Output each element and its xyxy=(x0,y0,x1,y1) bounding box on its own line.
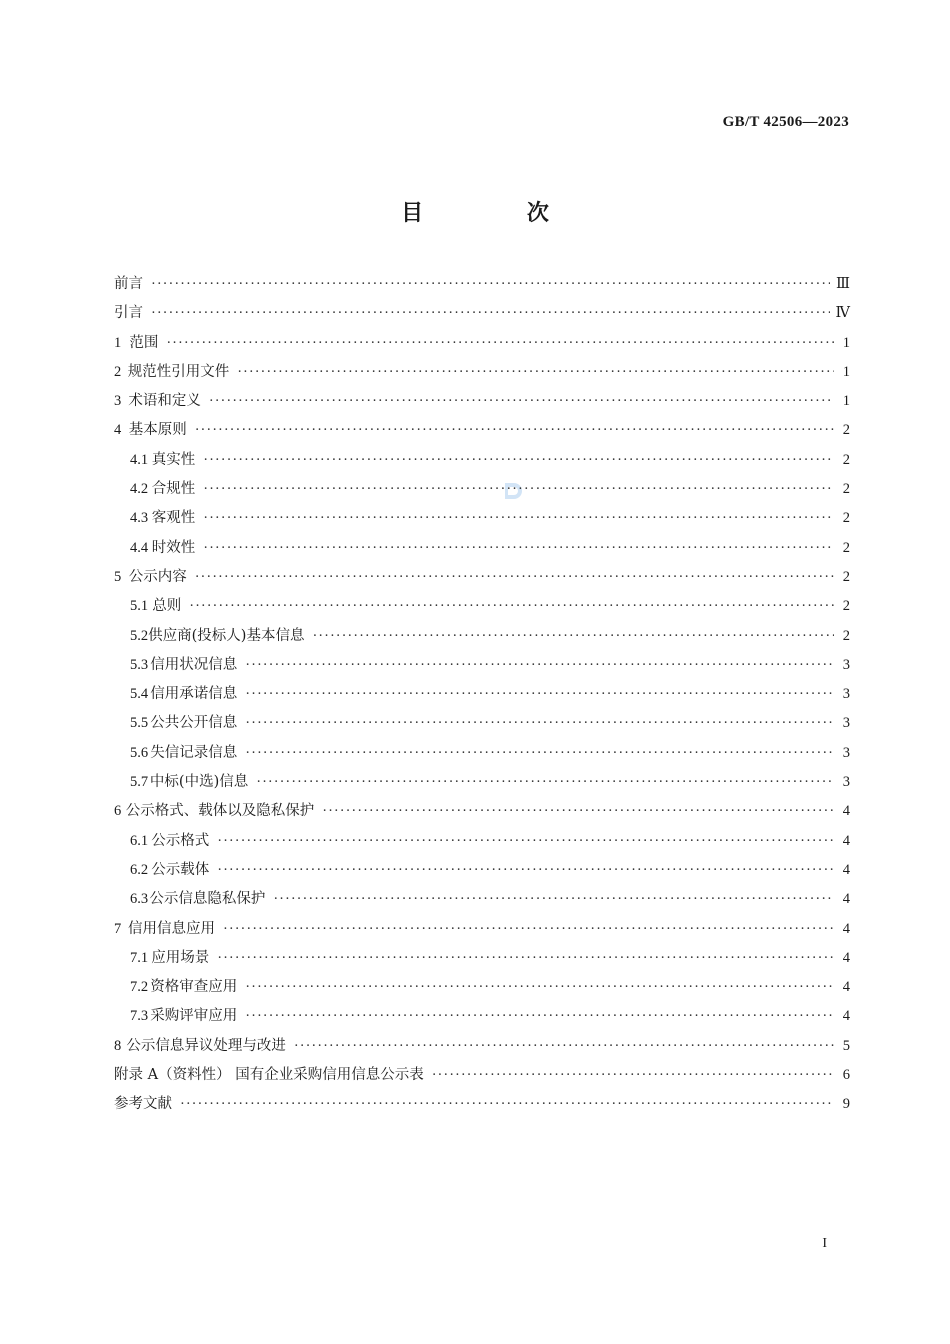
toc-dot-leader xyxy=(245,973,834,1002)
toc-entry-page: 4 xyxy=(842,891,850,908)
toc-entry-title: 术语和定义 xyxy=(128,393,201,410)
toc-entry-number: 7.2 xyxy=(130,979,149,996)
toc-dot-leader xyxy=(189,592,834,621)
toc-entry-title: 规范性引用文件 xyxy=(127,363,230,380)
toc-entry-page: 2 xyxy=(842,481,850,498)
toc-entry-number: 4.1 xyxy=(130,451,149,468)
toc-entry-title: 供应商(投标人)基本信息 xyxy=(148,627,305,644)
toc-dot-leader xyxy=(322,797,834,826)
toc-dot-leader xyxy=(432,1061,834,1090)
toc-entry[interactable] xyxy=(114,797,850,826)
toc-entry-title: 应用场景 xyxy=(151,949,210,966)
toc-entry-page: 3 xyxy=(842,774,850,791)
toc-entry[interactable] xyxy=(114,622,850,651)
toc-entry[interactable] xyxy=(114,270,850,299)
toc-dot-leader xyxy=(245,739,834,768)
toc-entry[interactable] xyxy=(114,709,850,738)
toc-entry[interactable] xyxy=(114,475,850,504)
toc-entry-title: 失信记录信息 xyxy=(150,744,238,761)
toc-entry-page: 4 xyxy=(842,861,850,878)
toc-entry-page: 2 xyxy=(842,422,850,439)
toc-entry-number: 5.6 xyxy=(130,744,149,761)
toc-entry-number: 4.4 xyxy=(130,539,149,556)
toc-entry[interactable] xyxy=(114,329,850,358)
toc-entry-number: 1 xyxy=(114,334,122,351)
toc-dot-leader xyxy=(294,1032,834,1061)
toc-entry-title: 附录 A（资料性） 国有企业采购信用信息公示表 xyxy=(114,1067,424,1084)
toc-dot-leader xyxy=(273,885,834,914)
toc-entry-number: 5.5 xyxy=(130,715,149,732)
toc-entry-page: Ⅳ xyxy=(835,305,850,322)
table-of-contents xyxy=(114,270,850,1120)
toc-entry-number: 7.1 xyxy=(130,949,149,966)
toc-entry-title: 公示信息隐私保护 xyxy=(149,891,266,908)
toc-dot-leader xyxy=(217,944,834,973)
toc-entry-page: 2 xyxy=(842,510,850,527)
toc-entry[interactable] xyxy=(114,504,850,533)
toc-entry-page: 4 xyxy=(842,1008,850,1025)
toc-dot-leader xyxy=(203,534,834,563)
toc-entry-number: 5.2 xyxy=(130,627,149,644)
toc-entry-number: 2 xyxy=(114,363,122,380)
toc-entry-title: 资格审查应用 xyxy=(150,979,238,996)
toc-entry[interactable] xyxy=(114,768,850,797)
toc-entry[interactable] xyxy=(114,1061,850,1090)
toc-entry-page: 1 xyxy=(842,334,850,351)
toc-entry-number: 4.2 xyxy=(130,481,149,498)
toc-entry-title: 公示格式 xyxy=(151,832,210,849)
toc-entry-title: 合规性 xyxy=(151,481,196,498)
toc-entry[interactable] xyxy=(114,1002,850,1031)
toc-dot-leader xyxy=(312,622,834,651)
toc-entry-page: 2 xyxy=(842,568,850,585)
toc-dot-leader xyxy=(245,651,834,680)
toc-entry[interactable] xyxy=(114,885,850,914)
toc-entry-title: 中标(中选)信息 xyxy=(149,774,249,791)
toc-dot-leader xyxy=(217,827,834,856)
toc-entry-number: 6.2 xyxy=(130,861,149,878)
toc-entry-title: 采购评审应用 xyxy=(150,1008,238,1025)
toc-entry-number: 5 xyxy=(114,568,122,585)
toc-entry-title: 公示内容 xyxy=(128,568,187,585)
toc-entry-page: 4 xyxy=(842,832,850,849)
toc-dot-leader xyxy=(195,563,834,592)
toc-dot-leader xyxy=(180,1090,834,1119)
page-title: 目 次 xyxy=(401,201,597,226)
toc-entry-title: 真实性 xyxy=(151,451,196,468)
toc-dot-leader xyxy=(223,915,834,944)
toc-entry[interactable] xyxy=(114,358,850,387)
toc-dot-leader xyxy=(245,709,834,738)
toc-entry-title: 时效性 xyxy=(151,539,196,556)
toc-entry-number: 6.1 xyxy=(130,832,149,849)
toc-entry[interactable] xyxy=(114,592,850,621)
toc-entry-title: 前言 xyxy=(114,276,143,292)
toc-entry[interactable] xyxy=(114,387,850,416)
toc-entry-page: 2 xyxy=(842,627,850,644)
toc-entry[interactable] xyxy=(114,416,850,445)
toc-entry-page: 4 xyxy=(842,979,850,996)
toc-entry-page: 3 xyxy=(842,744,850,761)
toc-entry-title: 客观性 xyxy=(151,510,196,527)
toc-dot-leader xyxy=(217,856,834,885)
toc-entry[interactable] xyxy=(114,299,850,328)
toc-dot-leader xyxy=(237,358,834,387)
toc-dot-leader xyxy=(256,768,834,797)
toc-entry-number: 8 xyxy=(114,1037,122,1054)
toc-entry[interactable] xyxy=(114,651,850,680)
toc-dot-leader xyxy=(203,504,834,533)
toc-entry-page: 4 xyxy=(842,949,850,966)
toc-entry-page: 4 xyxy=(842,920,850,937)
toc-entry-title: 信用状况信息 xyxy=(150,656,238,673)
toc-entry-page: 3 xyxy=(842,656,850,673)
toc-entry-number: 3 xyxy=(114,393,122,410)
toc-entry[interactable] xyxy=(114,827,850,856)
toc-entry-number: 5.3 xyxy=(130,656,149,673)
toc-entry-title: 公示格式、载体以及隐私保护 xyxy=(125,803,315,820)
toc-entry-page: Ⅲ xyxy=(836,276,850,292)
toc-entry-title: 基本原则 xyxy=(128,422,187,439)
toc-entry[interactable] xyxy=(114,856,850,885)
toc-entry-page: 2 xyxy=(842,598,850,615)
toc-entry-title: 公示载体 xyxy=(151,861,210,878)
standard-code: GB/T 42506—2023 xyxy=(722,114,849,130)
toc-entry-title: 引言 xyxy=(114,305,143,322)
toc-entry[interactable] xyxy=(114,446,850,475)
toc-entry[interactable] xyxy=(114,680,850,709)
toc-dot-leader xyxy=(166,329,834,358)
toc-entry-number: 4.3 xyxy=(130,510,149,527)
toc-entry-page: 5 xyxy=(842,1037,850,1054)
toc-entry-title: 信用承诺信息 xyxy=(150,686,238,703)
toc-entry-title: 公示信息异议处理与改进 xyxy=(126,1037,286,1054)
toc-entry-page: 3 xyxy=(842,715,850,732)
toc-entry[interactable] xyxy=(114,534,850,563)
toc-entry-title: 总则 xyxy=(152,598,182,615)
toc-entry[interactable] xyxy=(114,1090,850,1119)
toc-entry-page: 1 xyxy=(842,393,850,410)
toc-entry-number: 7.3 xyxy=(130,1008,149,1025)
toc-entry-page: 6 xyxy=(842,1067,850,1084)
toc-entry-number: 6 xyxy=(114,803,122,820)
page-number: I xyxy=(822,1236,827,1251)
toc-entry-number: 7 xyxy=(114,920,122,937)
toc-entry[interactable] xyxy=(114,1032,850,1061)
toc-entry-number: 4 xyxy=(114,422,122,439)
toc-entry-page: 2 xyxy=(842,539,850,556)
toc-dot-leader xyxy=(245,680,834,709)
toc-entry-page: 4 xyxy=(842,803,850,820)
toc-entry-number: 5.4 xyxy=(130,686,149,703)
toc-entry-title: 信用信息应用 xyxy=(128,920,216,937)
toc-dot-leader xyxy=(245,1002,834,1031)
toc-entry-number: 5.1 xyxy=(130,598,149,615)
toc-entry-title: 范围 xyxy=(129,334,159,351)
toc-entry-page: 3 xyxy=(842,686,850,703)
toc-dot-leader xyxy=(209,387,834,416)
toc-dot-leader xyxy=(203,475,834,504)
toc-entry-number: 6.3 xyxy=(130,891,149,908)
toc-dot-leader xyxy=(195,416,834,445)
toc-entry[interactable] xyxy=(114,944,850,973)
toc-entry[interactable] xyxy=(114,973,850,1002)
toc-entry-page: 2 xyxy=(842,451,850,468)
toc-dot-leader xyxy=(203,446,834,475)
toc-dot-leader xyxy=(151,299,830,328)
toc-entry[interactable] xyxy=(114,739,850,768)
toc-entry-title: 公共公开信息 xyxy=(150,715,238,732)
toc-entry[interactable] xyxy=(114,563,850,592)
toc-entry-number: 5.7 xyxy=(130,774,149,791)
toc-entry[interactable] xyxy=(114,915,850,944)
toc-entry-page: 9 xyxy=(842,1096,850,1113)
toc-entry-title: 参考文献 xyxy=(114,1096,172,1113)
toc-dot-leader xyxy=(151,270,830,299)
toc-entry-page: 1 xyxy=(842,363,850,380)
